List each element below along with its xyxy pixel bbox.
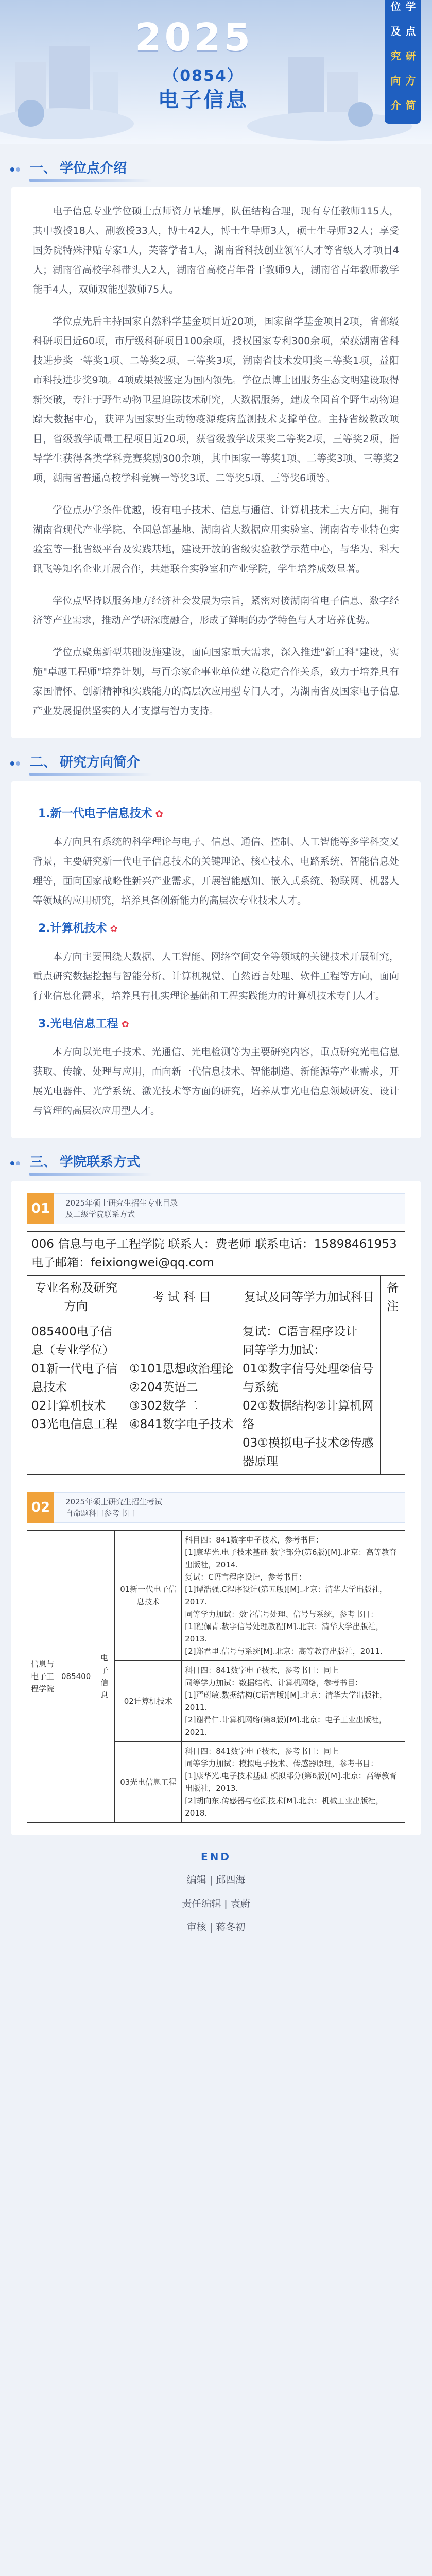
block-badge: 01 [27, 1193, 54, 1224]
block-title-line: 及二级学院联系方式 [65, 1210, 135, 1219]
block-title [54, 1197, 178, 1220]
block-title-line: 自命题科目参考书目 [65, 1509, 135, 1518]
banner-tag-text-5: 简介 [389, 100, 416, 112]
ref-major-cell: 电子信息 [94, 1531, 115, 1823]
contact-card [11, 1181, 421, 1835]
contact-block-header [27, 1492, 405, 1523]
section-underline [29, 773, 152, 776]
direction-paragraph: 本方向以光电子技术、光通信、光电检测等为主要研究内容，重点研究光电信息获取、传输、处理与应用，面向新一代信息技术、智能制造、新能源等产业需求，开展光电器件、光学系统、激光技术等方面的研究，培养从事光电信息领域研发、设计与管理的高层次应用型人才。 [33, 1046, 399, 1116]
enrollment-plan-table [27, 1231, 405, 1475]
ref-college-cell: 信息与电子工程学院 [27, 1531, 58, 1823]
college-contact-row: 006 信息与电子工程学院 联系人：费老师 联系电话：15898461953 电子邮箱：feixiongwei@qq.com [27, 1232, 405, 1276]
direction-heading-text: 2.计算机技术 [38, 922, 107, 935]
banner-tag-text-3: 研究 [389, 50, 416, 63]
sparkle-icon: ✿ [155, 809, 163, 820]
direction-block [33, 920, 399, 1006]
subjects-cell [125, 1319, 238, 1475]
subject-item: ①101思想政治理论 [129, 1362, 234, 1376]
sparkle-icon: ✿ [110, 924, 118, 935]
block-title-line: 2025年硕士研究生招生专业目录 [65, 1198, 178, 1208]
header-banner [0, 0, 432, 144]
contact-block-header [27, 1193, 405, 1224]
section-title-intro [0, 144, 432, 187]
direction-name: 01新一代电子信息技术 [31, 1362, 118, 1394]
section-underline [29, 179, 152, 182]
section-label: 学院联系方式 [60, 1155, 141, 1170]
intro-paragraph: 学位点坚持以服务地方经济社会发展为宗旨，紧密对接湖南省电子信息、数字经济等产业需求，推动产学研深度融合，形成了鲜明的办学特色与人才培养优势。 [33, 595, 399, 626]
intro-paragraph: 学位点办学条件优越，设有电子技术、信息与通信、计算机技术三大方向，拥有湖南省现代产业学院、全国总部基地、湖南省大数据应用实验室、湖南省专业特色实验室等一批省级平台及实践基地，建设开放的省级实验教学示范中心，与华为、科大讯飞等知名企业开展合作，共建联合实验室和产业学院，学生培养成效显著。 [33, 504, 399, 574]
ref-direction-cell: 02计算机技术 [115, 1661, 182, 1742]
direction-paragraph: 本方向主要围绕大数据、人工智能、网络空间安全等领域的关键技术开展研究，重点研究数据挖掘与智能分析、计算机视觉、自然语言处理、软件工程等方向，面向行业信息化需求，培养具有扎实理论基础和工程实践能力的计算机技术专门人才。 [33, 951, 399, 1002]
ref-books-cell: 科目四：841数字电子技术，参考书目：同上 同等学力加试：数据结构、计算机网络，参考书目： [1]严蔚敏.数据结构(C语言版)[M].北京：清华大学出版社，2011. [2]谢希仁.计算机网络(第8版)[M].北京：电子工业出版社，2021. [182, 1661, 405, 1742]
section-number: 一、 [30, 161, 57, 176]
subject-item: ③302数学二 [129, 1399, 198, 1413]
section-title-research [0, 738, 432, 781]
direction-name: 02计算机技术 [31, 1399, 106, 1413]
direction-heading [38, 805, 399, 821]
direction-heading [38, 1015, 399, 1031]
section-number: 三、 [30, 1155, 57, 1170]
note-cell [381, 1319, 405, 1475]
intro-card [11, 187, 421, 738]
direction-block [33, 1015, 399, 1121]
ref-code-cell: 085400 [58, 1531, 94, 1823]
direction-heading-text: 3.光电信息工程 [38, 1018, 118, 1030]
table-header: 考 试 科 目 [125, 1276, 238, 1319]
credit-line: 责任编辑 | 袁蔚 [182, 1898, 250, 1909]
banner-tag [385, 0, 421, 124]
section-title-contact [0, 1138, 432, 1181]
table-header: 复试及同等学力加试科目 [238, 1276, 381, 1319]
major-name: 085400电子信息（专业学位） [31, 1325, 114, 1357]
table-header: 备注 [381, 1276, 405, 1319]
block-badge: 02 [27, 1492, 54, 1523]
ref-direction-cell: 03光电信息工程 [115, 1742, 182, 1823]
end-label: END [200, 1851, 231, 1863]
subject-item: ④841数字电子技术 [129, 1418, 234, 1431]
credit-line: 编辑 | 邱四海 [186, 1874, 246, 1886]
block-title-line: 2025年硕士研究生招生考试 [65, 1497, 163, 1506]
sparkle-icon: ✿ [121, 1019, 129, 1030]
credit-line: 审核 | 蒋冬初 [186, 1922, 246, 1933]
direction-heading [38, 920, 399, 936]
section-dots-icon [10, 164, 25, 169]
intro-paragraph: 学位点先后主持国家自然科学基金项目近20项，国家留学基金项目2项，省部级科研项目近60项，市厅级科研项目100余项，授权国家专利300余项，荣获湖南省科技进步奖一等奖1项、二等奖2项、三等奖3项，湖南省技术发明奖三等奖1项，益阳市科技进步奖9项。4项成果被鉴定为国内领先。学位点博士团服务生态文明建设取得新突破，专注于野生动物卫星追踪技术研究，大数据服务，建成全国首个野生动物追踪大数据中心，获评为国家野生动物疫源疫病监测技术支撑单位。主持省级教改项目，省级教学质量工程项目近20项，获省级教学成果奖二等奖2项，三等奖2项，指导学生获得各类学科竞赛奖励300余项，其中国家一等奖1项、二等奖3项、三等奖2项，湖南省普通高校学科竞赛一等奖3项、二等奖5项、三等奖6项等。 [33, 316, 399, 484]
end-divider [0, 1835, 432, 1868]
section-label: 学位点介绍 [60, 161, 127, 176]
credits [0, 1868, 432, 1960]
ref-books-cell: 科目四：841数字电子技术，参考书目： [1]康华光.电子技术基础 数字部分(第6版)[M].北京：高等教育出版社，2014. 复试：C语言程序设计，参考书目： [1]谭浩强.C程序设计(第五版)[M].北京：清华大学出版社，2017. 同等学力加试：数字信号处理、信号与系统，参考书目： [1]程佩青.数字信号处理教程[M].北京：清华大学出版社，2013. [2]郑君里.信号与系统[M].北京：高等教育出版社，2011. [182, 1531, 405, 1661]
section-dots-icon [10, 758, 25, 763]
retest-cell: 复试：C语言程序设计 同等学力加试： 01①数字信号处理②信号与系统 02①数据结构②计算机网络 03①模拟电子技术②传感器原理 [238, 1319, 381, 1475]
major-cell [27, 1319, 125, 1475]
ref-books-cell: 科目四：841数字电子技术，参考书目：同上 同等学力加试：模拟电子技术、传感器原理，参考书目： [1]康华光.电子技术基础 模拟部分(第6版)[M].北京：高等教育出版社，2013. [2]胡向东.传感器与检测技术[M].北京：机械工业出版社，2018. [182, 1742, 405, 1823]
direction-heading-text: 1.新一代电子信息技术 [38, 807, 152, 820]
direction-paragraph: 本方向具有系统的科学理论与电子、信息、通信、控制、人工智能等多学科交叉背景，主要研究新一代电子信息技术的关键理论、核心技术、电路系统、智能信息处理等，面向国家战略性新兴产业需求，开展智能感知、嵌入式系统、物联网、机器人等领域的应用研究，培养具备创新能力的高层次专业技术人才。 [33, 836, 399, 906]
direction-name: 03光电信息工程 [31, 1418, 118, 1431]
banner-tag-text-4: 方向 [389, 75, 416, 88]
subject-item: ②204英语二 [129, 1381, 198, 1394]
banner-title: 电子信息 [158, 88, 249, 112]
direction-block [33, 805, 399, 910]
research-card [11, 781, 421, 1138]
intro-paragraph: 学位点聚焦新型基础设施建设，面向国家重大需求，深入推进"新工科"建设，实施"卓越工程师"培养计划，与百余家企事业单位建立稳定合作关系，致力于培养具有家国情怀、创新精神和实践能力的高层次应用型专门人才，为湖南省及国家电子信息产业发展提供坚实的人才支撑与智力支持。 [33, 647, 399, 717]
reference-books-table [27, 1530, 405, 1823]
section-label: 研究方向简介 [60, 755, 141, 770]
section-number: 二、 [30, 755, 57, 770]
section-dots-icon [10, 1158, 25, 1163]
table-header: 专业名称及研究方向 [27, 1276, 125, 1319]
ref-direction-cell: 01新一代电子信息技术 [115, 1531, 182, 1661]
block-title [54, 1496, 162, 1519]
banner-tag-text-2: 点及 [389, 26, 416, 38]
banner-tag-text-1: 学位 [389, 1, 416, 13]
banner-year: 2025 [135, 15, 253, 60]
intro-paragraph: 电子信息专业学位硕士点师资力量雄厚，队伍结构合理，现有专任教师115人，其中教授18人、副教授33人，博士42人，博士生导师3人，硕士生导师32人；享受国务院特殊津贴专家1人，芙蓉学者1人，湖南省科技创业领军人才等省级人才项目4人；湖南省高校学科带头人2人，湖南省高校青年骨干教师9人，湖南省青年教师教学能手4人，双师双能型教师75人。 [33, 206, 399, 295]
section-underline [29, 1173, 152, 1176]
banner-code: （0854） [163, 67, 244, 85]
